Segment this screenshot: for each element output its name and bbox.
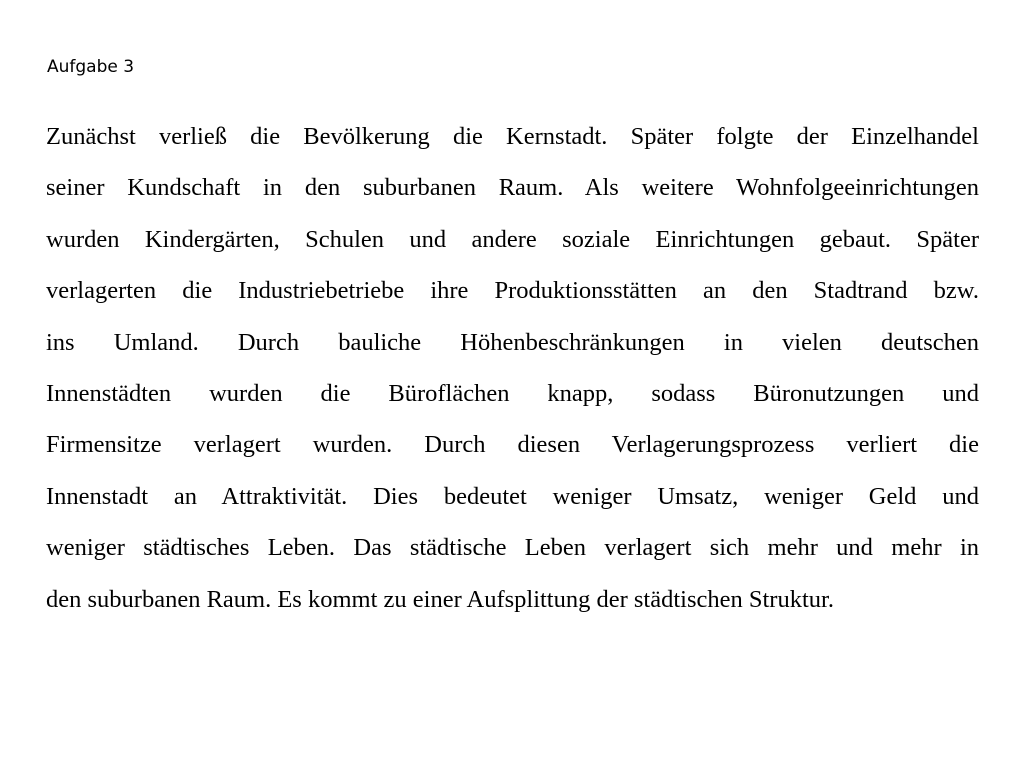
paragraph-line: Innenstädten wurden die Büroflächen knapp, sodass Büronutzungen und	[46, 380, 979, 408]
paragraph-line: ins Umland. Durch bauliche Höhenbeschränkungen in vielen deutschen	[46, 328, 979, 356]
paragraph-line: Innenstadt an Attraktivität. Dies bedeutet weniger Umsatz, weniger Geld und	[46, 482, 979, 510]
paragraph-line: seiner Kundschaft in den suburbanen Raum. Als weitere Wohnfolgeeinrichtungen	[46, 174, 979, 202]
paragraph-line: wurden Kindergärten, Schulen und andere soziale Einrichtungen gebaut. Später	[46, 225, 979, 253]
slide-heading: Aufgabe 3	[47, 57, 135, 77]
paragraph-line: den suburbanen Raum. Es kommt zu einer Aufsplittung der städtischen Struktur.	[46, 585, 834, 613]
paragraph-line: Zunächst verließ die Bevölkerung die Kernstadt. Später folgte der Einzelhandel	[46, 123, 979, 150]
body-paragraph	[46, 111, 979, 625]
paragraph-line: Firmensitze verlagert wurden. Durch diesen Verlagerungsprozess verliert die	[46, 431, 979, 459]
paragraph-line: verlagerten die Industriebetriebe ihre Produktionsstätten an den Stadtrand bzw.	[46, 277, 979, 305]
paragraph-line: weniger städtisches Leben. Das städtische Leben verlagert sich mehr und mehr in	[46, 534, 979, 562]
